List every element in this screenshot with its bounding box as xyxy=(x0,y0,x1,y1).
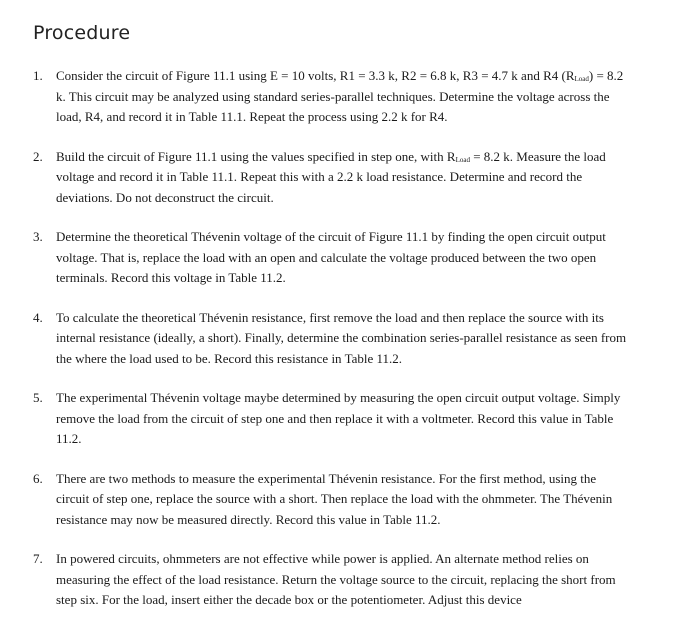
step-number: 6. xyxy=(33,470,43,486)
step-text: The experimental Thévenin voltage maybe determined by measuring the open circuit output voltage. Simply remove the load from the circuit of step one and then replace it with a voltmeter. Record this value in Table 11.2. xyxy=(56,390,621,446)
procedure-step xyxy=(0,66,630,128)
step-text-part: = 8.2 k. Measure the load voltage and record it in Table 11.1. Repeat this with a 2.2 k load resistance. Determine and record the deviations. Do not deconstruct the circuit. xyxy=(56,148,606,205)
step-text-part: ) = 8.2 k. This circuit may be analyzed using standard series-parallel techniques. Determine the voltage across the load, R4, and record it in Table 11.1. Repeat the process using 2.2 k for R4. xyxy=(56,68,624,124)
step-text: Determine the theoretical Thévenin voltage of the circuit of Figure 11.1 by finding the open circuit output voltage. That is, replace the load with an open and calculate the voltage produced between the two open terminals. Record this voltage in Table 11.2. xyxy=(56,229,606,285)
step-text: To calculate the theoretical Thévenin resistance, first remove the load and then replace the source with its internal resistance (ideally, a short). Finally, determine the combination series-parallel resistance as seen from the where the load used to be. Record this resistance in Table 11.2. xyxy=(56,309,627,366)
procedure-step xyxy=(0,388,630,450)
step-number: 5. xyxy=(33,390,43,405)
step-number: 4. xyxy=(33,309,43,325)
procedure-steps xyxy=(0,66,675,618)
step-number: 2. xyxy=(33,148,43,164)
subscript-load: Load xyxy=(455,155,470,164)
step-number: 1. xyxy=(33,68,43,83)
step-text-part: Build the circuit of Figure 11.1 using the values specified in step one, with R xyxy=(56,148,456,164)
procedure-step xyxy=(0,549,630,611)
procedure-step xyxy=(0,469,630,531)
section-heading: Procedure xyxy=(33,22,131,44)
procedure-step xyxy=(0,308,630,370)
step-text: In powered circuits, ohmmeters are not effective while power is applied. An alternate method relies on measuring the effect of the load resistance. Return the voltage source to the circuit, replacing the short from step six. For the load, insert either the decade box or the potentiometer. Adjust this device xyxy=(56,551,616,607)
step-text: There are two methods to measure the experimental Thévenin resistance. For the first method, using the circuit of step one, replace the source with a short. Then replace the load with the ohmmeter. The Thévenin resistance may now be measured directly. Record this value in Table 11.2. xyxy=(56,470,613,527)
subscript-load: Load xyxy=(574,75,589,83)
step-text-part: Consider the circuit of Figure 11.1 using E = 10 volts, R1 = 3.3 k, R2 = 6.8 k, R3 = 4.7 k and R4 (R xyxy=(56,68,575,83)
step-number: 3. xyxy=(33,229,43,244)
procedure-step xyxy=(0,147,630,209)
step-number: 7. xyxy=(33,551,43,566)
step-text xyxy=(56,66,630,128)
step-text xyxy=(56,147,630,209)
procedure-step xyxy=(0,227,630,289)
